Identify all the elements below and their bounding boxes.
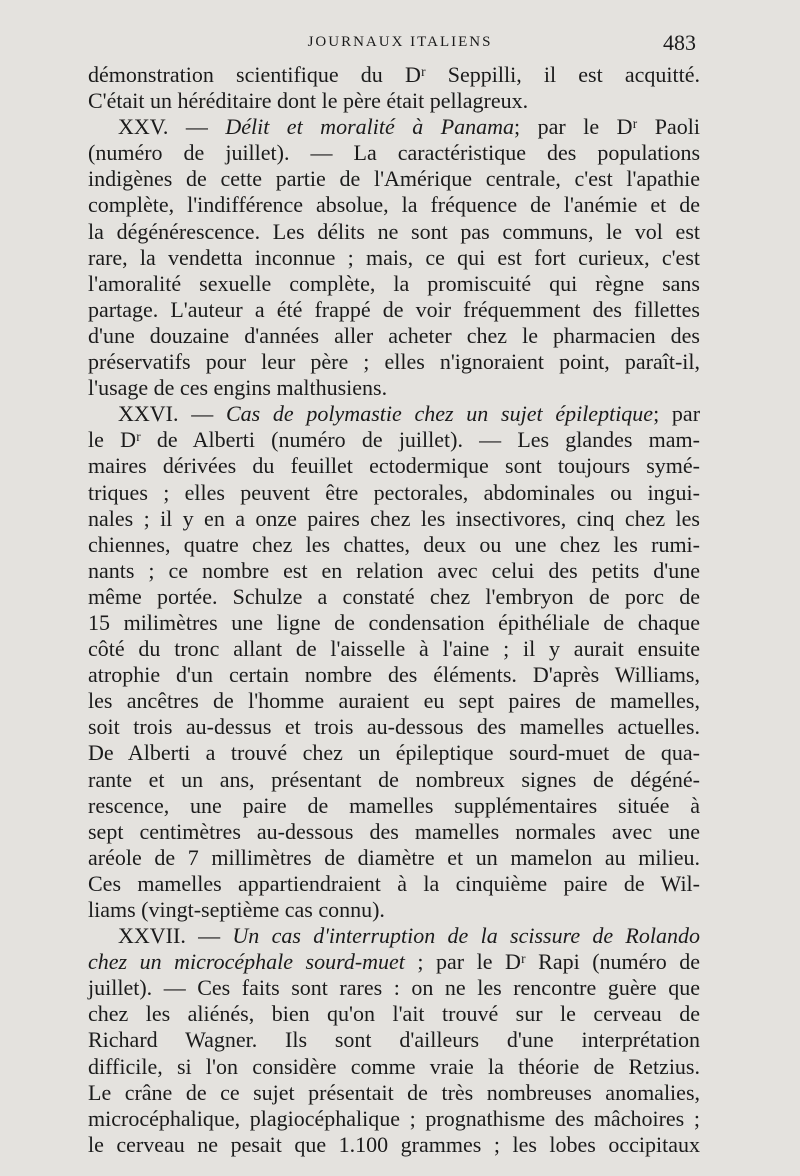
text-line: (numéro de juillet). — La caractéristique des populations: [88, 140, 700, 166]
text-line: soit trois au-dessus et trois au-dessous des mamelles actuelles.: [88, 714, 700, 740]
italic-title-segment: Un cas d'interruption de la scissure de Rolando: [232, 923, 700, 949]
italic-title-segment: chez un microcéphale sourd-muet: [88, 949, 405, 975]
text-line: De Alberti a trouvé chez un épileptique sourd-muet de qua-: [88, 740, 700, 766]
text-line: rescence, une paire de mamelles supplémentaires située à: [88, 792, 700, 818]
text-line: l'amoralité sexuelle complète, la promiscuité qui règne sans: [88, 270, 700, 296]
text-line: démonstration scientifique du Dʳ Seppilli, il est acquitté.: [88, 62, 700, 87]
text-segment: XXV. —: [118, 114, 226, 140]
text-line: côté du tronc allant de l'aisselle à l'aine ; il y aurait ensuite: [88, 636, 700, 662]
text-line: sept centimètres au-dessous des mamelles normales avec une: [88, 818, 700, 844]
text-line: partage. L'auteur a été frappé de voir fréquemment des fillettes: [88, 296, 700, 322]
text-line: d'une douzaine d'années aller acheter chez le pharmacien des: [88, 322, 700, 348]
text-line: microcéphalique, plagiocéphalique ; prognathisme des mâchoires ;: [88, 1105, 700, 1131]
text-line: liams (vingt-septième cas connu).: [88, 897, 385, 922]
text-line: [88, 401, 700, 427]
text-line: Ces mamelles appartiendraient à la cinquième paire de Wil-: [88, 870, 700, 896]
text-line: les ancêtres de l'homme auraient eu sept paires de mamelles,: [88, 688, 700, 714]
text-line: aréole de 7 millimètres de diamètre et un mamelon au milieu.: [88, 844, 700, 870]
text-line: C'était un héréditaire dont le père était pellagreux.: [88, 88, 529, 114]
text-line: 15 milimètres une ligne de condensation épithéliale de chaque: [88, 609, 700, 635]
text-line: [88, 949, 700, 975]
running-title: JOURNAUX ITALIENS: [307, 34, 493, 50]
text-line: nants ; ce nombre est en relation avec celui des petits d'une: [88, 557, 700, 583]
text-line: rante et un ans, présentant de nombreux signes de dégéné-: [88, 766, 700, 792]
text-line: chiennes, quatre chez les chattes, deux ou une chez les rumi-: [88, 531, 700, 557]
text-line: complète, l'indifférence absolue, la fréquence de l'anémie et de: [88, 192, 700, 218]
text-line: la dégénérescence. Les délits ne sont pas communs, le vol est: [88, 218, 700, 244]
text-line: nales ; il y en a onze paires chez les insectivores, cinq chez les: [88, 505, 700, 531]
text-line: l'usage de ces engins malthusiens.: [88, 375, 388, 401]
text-line: rare, la vendetta inconnue ; mais, ce qui est fort curieux, c'est: [88, 244, 700, 270]
text-line: chez les aliénés, bien qu'on l'ait trouvé sur le cerveau de: [88, 1001, 700, 1027]
text-line: le Dʳ de Alberti (numéro de juillet). — Les glandes mam-: [88, 427, 700, 453]
text-line: [88, 114, 700, 140]
body-text: [88, 62, 700, 1158]
text-segment: ; par: [653, 401, 701, 427]
text-line: préservatifs pour leur père ; elles n'ignoraient point, paraît-il,: [88, 349, 700, 375]
text-segment: ; par le Dʳ Rapi (numéro de: [404, 949, 700, 975]
text-line: juillet). — Ces faits sont rares : on ne les rencontre guère que: [88, 975, 700, 1001]
page-number: 483: [663, 30, 696, 55]
text-line: le cerveau ne pesait que 1.100 grammes ; les lobes occipitaux: [88, 1131, 700, 1157]
italic-title-segment: Délit et moralité à Panama: [225, 114, 515, 140]
text-line: difficile, si l'on considère comme vraie la théorie de Retzius.: [88, 1053, 700, 1079]
text-line: atrophie d'un certain nombre des éléments. D'après Williams,: [88, 662, 700, 688]
running-head: [0, 30, 800, 60]
text-line: Richard Wagner. Ils sont d'ailleurs d'une interprétation: [88, 1027, 700, 1053]
text-line: indigènes de cette partie de l'Amérique centrale, c'est l'apathie: [88, 166, 700, 192]
italic-title-segment: Cas de polymastie chez un sujet épileptique: [225, 401, 654, 427]
text-segment: ; par le Dʳ Paoli: [514, 114, 700, 140]
text-line: Le crâne de ce sujet présentait de très nombreuses anomalies,: [88, 1079, 700, 1105]
text-line: [88, 923, 700, 949]
text-segment: XXVII. —: [118, 923, 233, 949]
text-segment: XXVI. —: [118, 401, 226, 427]
text-line: triques ; elles peuvent être pectorales, abdominales ou ingui-: [88, 479, 700, 505]
text-line: maires dérivées du feuillet ectodermique sont toujours symé-: [88, 453, 700, 479]
text-line: même portée. Schulze a constaté chez l'embryon de porc de: [88, 583, 700, 609]
